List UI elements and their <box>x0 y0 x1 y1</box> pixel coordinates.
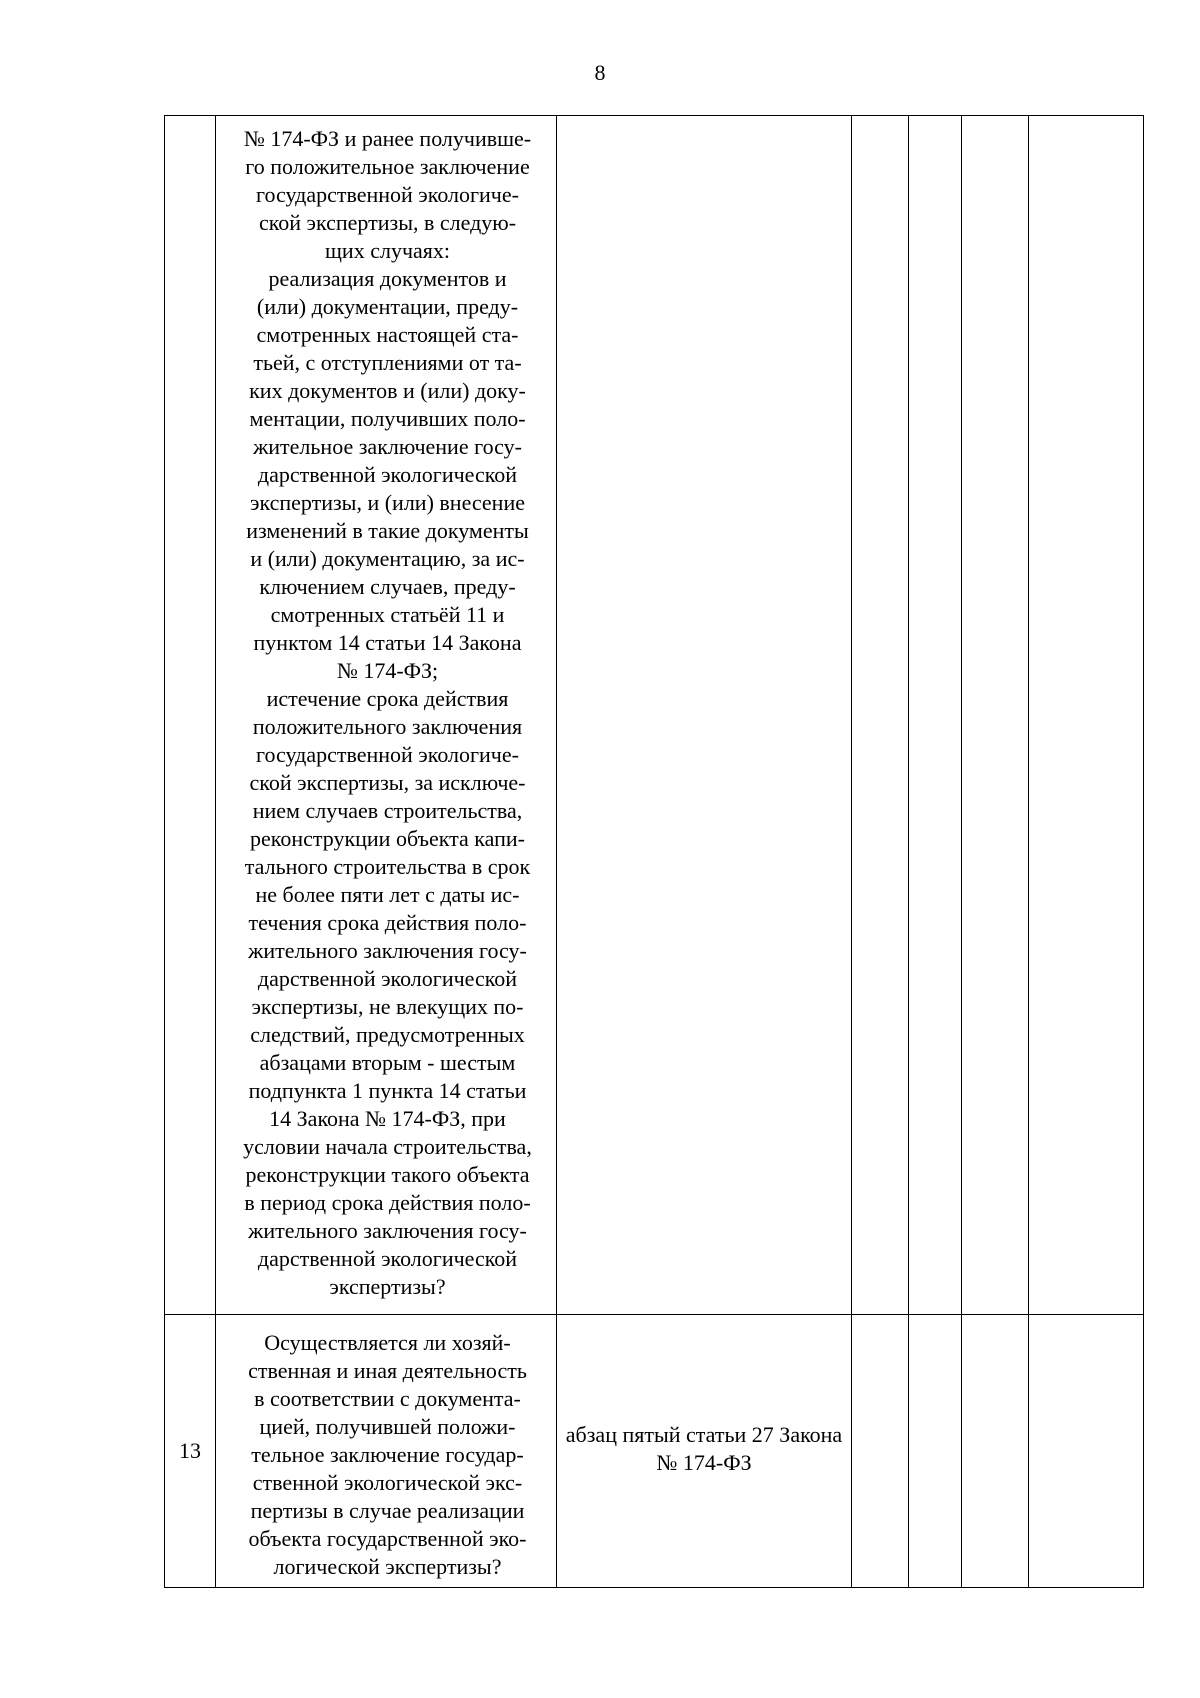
question-line: (или) документации, преду- <box>256 294 519 319</box>
table-row <box>165 116 1144 1315</box>
question-line: жительное заключение госу- <box>253 434 522 459</box>
question-line: тального строительства в срок <box>244 854 531 879</box>
question-line: экспертизы? <box>329 1274 446 1299</box>
question-line: в соответствии с документа- <box>254 1386 521 1411</box>
question-line: Осуществляется ли хозяй- <box>264 1330 511 1355</box>
requisites-cell <box>557 1315 852 1588</box>
row-number <box>165 116 216 1315</box>
question-line: № 174-ФЗ; <box>336 658 439 683</box>
question-cell <box>216 1315 557 1588</box>
question-line: условии начала строительства, <box>243 1134 532 1159</box>
question-text <box>216 116 556 1306</box>
question-line: щих случаях: <box>324 238 451 263</box>
question-text <box>216 1315 556 1586</box>
answer-cell-no <box>909 1315 962 1588</box>
question-line: не более пяти лет с даты ис- <box>255 882 520 907</box>
question-line: дарственной экологической <box>257 462 518 487</box>
question-line: ключением случаев, преду- <box>259 574 516 599</box>
question-line: следствий, предусмотренных <box>250 1022 525 1047</box>
requisites-text: абзац пятый статьи 27 Закона № 174-ФЗ <box>565 1422 843 1475</box>
question-line: и (или) документацию, за ис- <box>250 546 525 571</box>
question-line: тельное заключение государ- <box>251 1442 524 1467</box>
question-line: государственной экологиче- <box>256 742 519 767</box>
question-line: реконструкции такого объекта <box>245 1162 530 1187</box>
row-number: 13 <box>165 1315 216 1588</box>
question-line: жительного заключения госу- <box>248 1218 527 1243</box>
page-number: 8 <box>594 60 606 85</box>
notes-cell <box>1029 116 1144 1315</box>
answer-cell-na <box>962 116 1029 1315</box>
question-cell <box>216 116 557 1315</box>
question-line: жительного заключения госу- <box>248 938 527 963</box>
question-line: в период срока действия поло- <box>244 1190 531 1215</box>
question-line: ственной экологической экс- <box>252 1470 523 1495</box>
question-line: положительного заключения <box>252 714 523 739</box>
question-line: реконструкции объекта капи- <box>249 826 525 851</box>
answer-cell-yes <box>852 116 909 1315</box>
question-line: абзацами вторым - шестым <box>259 1050 516 1075</box>
question-line: ской экспертизы, в следую- <box>258 210 517 235</box>
question-line: тьей, с отступлениями от та- <box>253 350 522 375</box>
question-line: смотренных настоящей ста- <box>256 322 519 347</box>
checklist-table <box>164 115 1144 1588</box>
question-line: цией, получившей положи- <box>259 1414 516 1439</box>
question-line: течения срока действия поло- <box>248 910 527 935</box>
question-line: № 174-ФЗ и ранее получивше- <box>243 126 532 151</box>
question-line: 14 Закона № 174-ФЗ, при <box>269 1106 506 1131</box>
question-line: ственная и иная деятельность <box>248 1358 527 1383</box>
question-line: пунктом 14 статьи 14 Закона <box>253 630 522 655</box>
requisites-cell <box>557 116 852 1315</box>
question-line: нием случаев строительства, <box>252 798 523 823</box>
question-line: го положительное заключение <box>245 154 530 179</box>
question-line: ской экспертизы, за исключе- <box>249 770 526 795</box>
table-row <box>165 1315 1144 1588</box>
notes-cell <box>1029 1315 1144 1588</box>
question-line: смотренных статьёй 11 и <box>270 602 505 627</box>
question-line: реализация документов и <box>268 266 507 291</box>
question-line: ментации, получивших поло- <box>249 406 526 431</box>
question-line: ких документов и (или) доку- <box>249 378 526 403</box>
question-line: дарственной экологической <box>257 1246 518 1271</box>
question-line: экспертизы, не влекущих по- <box>251 994 524 1019</box>
question-line: логической экспертизы? <box>273 1554 502 1579</box>
question-line: пертизы в случае реализации <box>250 1498 525 1523</box>
question-line: государственной экологиче- <box>256 182 519 207</box>
question-line: истечение срока действия <box>266 686 509 711</box>
question-line: подпункта 1 пункта 14 статьи <box>248 1078 527 1103</box>
question-line: экспертизы, и (или) внесение <box>250 490 525 515</box>
answer-cell-yes <box>852 1315 909 1588</box>
question-line: дарственной экологической <box>257 966 518 991</box>
answer-cell-na <box>962 1315 1029 1588</box>
question-line: изменений в такие документы <box>246 518 529 543</box>
question-line: объекта государственной эко- <box>248 1526 527 1551</box>
answer-cell-no <box>909 116 962 1315</box>
